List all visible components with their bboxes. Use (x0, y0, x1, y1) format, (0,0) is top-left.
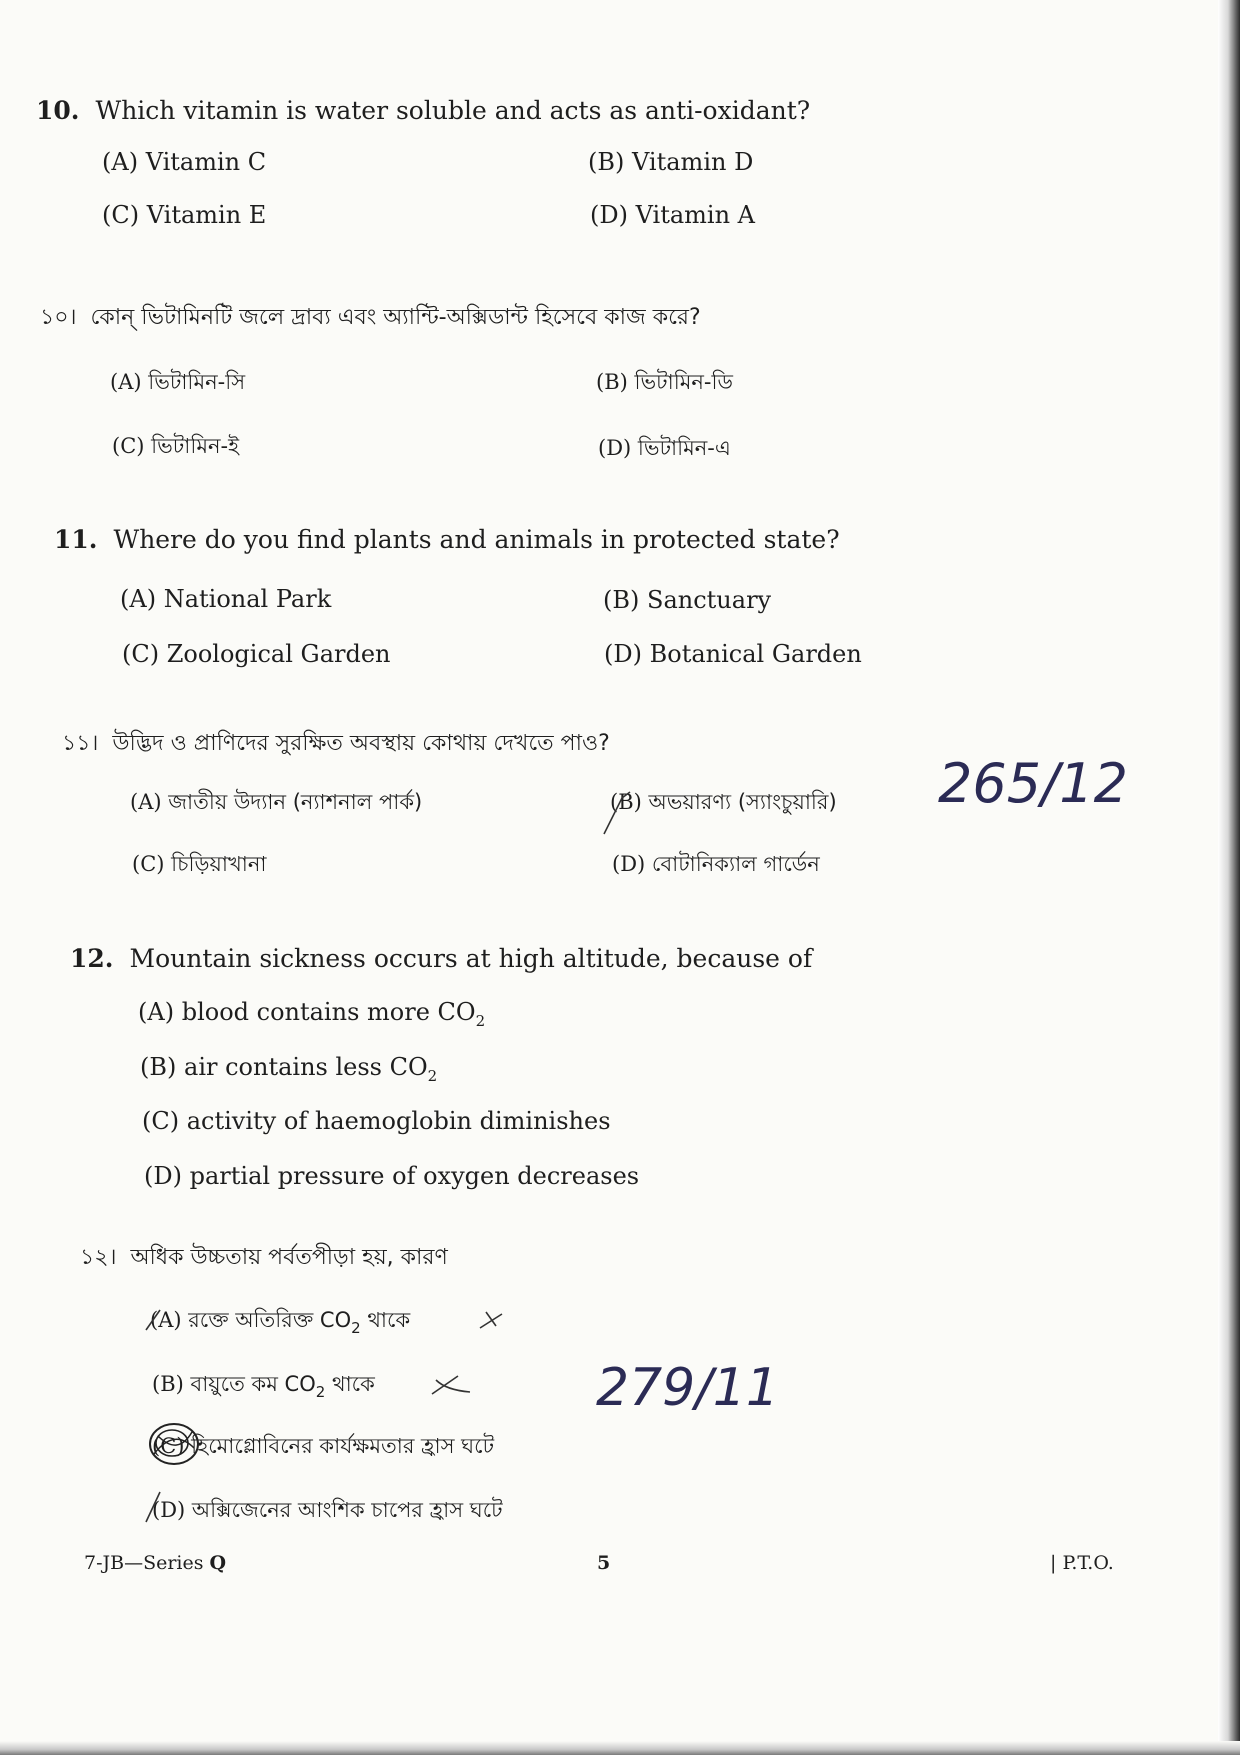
question-11 (54, 525, 840, 554)
q12-bn-option-b: (B) বায়ুতে কম $CO_2$ থাকে (152, 1372, 375, 1401)
cross-mark-icon (476, 1306, 508, 1332)
q12-bn-option-a: (A) রক্তে অতিরিক্ত $CO_2$ থাকে (150, 1308, 411, 1337)
q12-option-d: (D) partial pressure of oxygen decreases (144, 1162, 640, 1190)
question-number: 10. (36, 96, 80, 125)
q10-bn-option-d: (D) ভিটামিন-এ (598, 436, 731, 460)
question-number: 12. (70, 944, 114, 973)
scan-bottom-shadow (0, 1741, 1240, 1755)
question-10-bengali: ১০। কোন্ ভিটামিনটি জলে দ্রাব্য এবং অ্যান্টি-অক্সিডান্ট হিসেবে কাজ করে? (40, 305, 701, 330)
q11-option-a: (A) National Park (120, 585, 332, 613)
tick-mark-icon (142, 1488, 166, 1524)
q12-option-c: (C) activity of haemoglobin diminishes (142, 1107, 611, 1135)
q11-bn-option-a: (A) জাতীয় উদ্যান (ন্যাশনাল পার্ক) (130, 790, 423, 814)
q10-option-b: (B) Vitamin D (588, 148, 754, 176)
q11-option-b: (B) Sanctuary (603, 586, 772, 614)
q11-bn-option-d: (D) বোটানিক্যাল গার্ডেন (612, 852, 820, 876)
q10-option-c: (C) Vitamin E (102, 201, 267, 229)
q11-option-d: (D) Botanical Garden (604, 640, 862, 668)
q10-option-a: (A) Vitamin C (102, 148, 267, 176)
check-mark-icon (600, 786, 634, 836)
question-10 (36, 96, 810, 125)
handwritten-score-q11: 265/12 (938, 752, 1128, 815)
question-11-bengali: ১১। উদ্ভিদ ও প্রাণিদের সুরক্ষিত অবস্থায় কোথায় দেখতে পাও? (62, 731, 610, 756)
question-12 (70, 944, 812, 973)
q11-bn-option-c: (C) চিড়িয়াখানা (132, 852, 267, 876)
page-number: 5 (597, 1552, 611, 1574)
q10-bn-option-c: (C) ভিটামিন-ই (112, 434, 240, 458)
tick-mark-icon (142, 1308, 168, 1332)
circle-scribble-icon (144, 1418, 208, 1470)
pto-label: | P.T.O. (1050, 1552, 1114, 1574)
question-number: 11. (54, 525, 98, 554)
q12-bn-option-c: (C) হিমোগ্লোবিনের কার্যক্ষমতার হ্রাস ঘটে (152, 1434, 495, 1458)
question-text: Where do you find plants and animals in protected state? (113, 525, 840, 554)
cross-mark-icon (428, 1370, 474, 1400)
q10-bn-option-a: (A) ভিটামিন-সি (110, 370, 246, 394)
q12-option-b: (B) air contains less $CO_2$ (140, 1053, 438, 1085)
q12-bn-option-d: (D) অক্সিজেনের আংশিক চাপের হ্রাস ঘটে (152, 1498, 503, 1522)
q10-bn-option-b: (B) ভিটামিন-ডি (596, 370, 733, 394)
q11-option-c: (C) Zoological Garden (122, 640, 391, 668)
q11-bn-option-b: (B) অভয়ারণ্য (স্যাংচুয়ারি) (610, 790, 837, 814)
scan-edge-shadow (1218, 0, 1240, 1755)
handwritten-score-q12: 279/11 (596, 1358, 779, 1418)
footer-code: 7-JB—Series Q (84, 1552, 227, 1574)
question-text: Mountain sickness occurs at high altitude, because of (129, 944, 813, 973)
q12-option-a: (A) blood contains more $CO_2$ (138, 998, 486, 1030)
question-12-bengali: ১২। অধিক উচ্চতায় পর্বতপীড়া হয়, কারণ (80, 1245, 448, 1270)
q10-option-d: (D) Vitamin A (590, 201, 755, 229)
question-text: Which vitamin is water soluble and acts as anti-oxidant? (95, 96, 811, 125)
